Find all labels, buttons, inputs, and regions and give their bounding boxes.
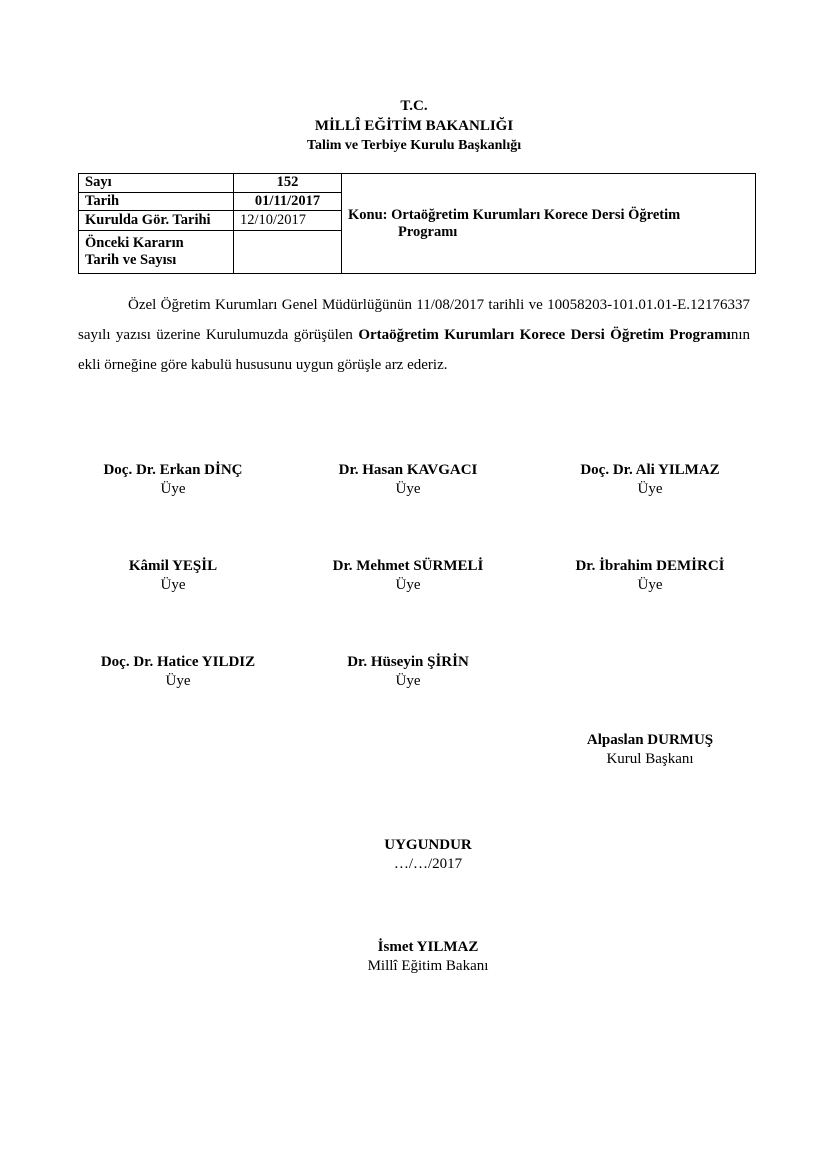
member-name: Doç. Dr. Ali YILMAZ [580,462,720,478]
kurulda-value: 12/10/2017 [234,211,342,231]
metadata-table [78,173,756,274]
member-role: Üye [395,673,421,689]
konu-line1: Konu: Ortaöğretim Kurumları Korece Dersi Öğretim [348,206,681,223]
member-name: Kâmil YEŞİL [128,558,218,574]
konu-cell [342,174,756,274]
approval-date: …/…/2017 [393,856,463,872]
onceki-value [234,230,342,273]
president-signature [530,731,770,769]
onceki-label [79,230,234,273]
body-text-3: nın ekli örneğine göre kabulü hususunu uygun görüşle arz ederiz. [78,327,750,373]
minister-name: İsmet YILMAZ [377,939,479,955]
member-signature [288,461,528,499]
member-role: Üye [160,577,186,593]
body-text-1: Özel Öğretim Kurumları Genel Müdürlüğünün 11/08/2017 tarihli ve 10058203-101.01.01-E.12176337 sayılı yazısı üzerine Kurulumuzda görüşülen [78,297,750,343]
member-signature [288,557,528,595]
member-signature [288,653,528,691]
body-text-bold: Ortaöğretim Kurumları Korece Dersi Öğretim Programı [358,327,731,343]
sayi-label: Sayı [79,174,234,193]
header-department: Talim ve Terbiye Kurulu Başkanlığı [306,138,522,153]
member-role: Üye [165,673,191,689]
member-role: Üye [637,481,663,497]
header-ministry: MİLLÎ EĞİTİM BAKANLIĞI [314,118,514,134]
member-role: Üye [637,577,663,593]
tarih-value: 01/11/2017 [234,192,342,211]
konu-line2: Programı [398,223,458,240]
approval-block [308,836,548,874]
president-role: Kurul Başkanı [606,751,694,767]
president-name: Alpaslan DURMUŞ [586,732,714,748]
member-signature [53,557,293,595]
member-name: Dr. Mehmet SÜRMELİ [332,558,484,574]
sayi-value: 152 [234,174,342,193]
onceki-label-line1: Önceki Kararın [85,234,184,251]
member-signature [530,557,770,595]
member-role: Üye [395,577,421,593]
minister-role: Millî Eğitim Bakanı [367,958,489,974]
body-paragraph [78,290,750,380]
minister-signature [308,938,548,976]
member-name: Doç. Dr. Erkan DİNÇ [103,462,243,478]
member-name: Dr. İbrahim DEMİRCİ [575,558,725,574]
member-name: Dr. Hasan KAVGACI [338,462,478,478]
member-signature [58,653,298,691]
member-signature [530,461,770,499]
kurulda-label: Kurulda Gör. Tarihi [79,211,234,231]
member-name: Dr. Hüseyin ŞİRİN [347,654,469,670]
onceki-label-line2: Tarih ve Sayısı [85,251,177,268]
tarih-label: Tarih [79,192,234,211]
member-signature [53,461,293,499]
member-role: Üye [395,481,421,497]
header-tc: T.C. [400,98,428,114]
member-role: Üye [160,481,186,497]
member-name: Doç. Dr. Hatice YILDIZ [100,654,256,670]
approval-title: UYGUNDUR [384,837,472,853]
